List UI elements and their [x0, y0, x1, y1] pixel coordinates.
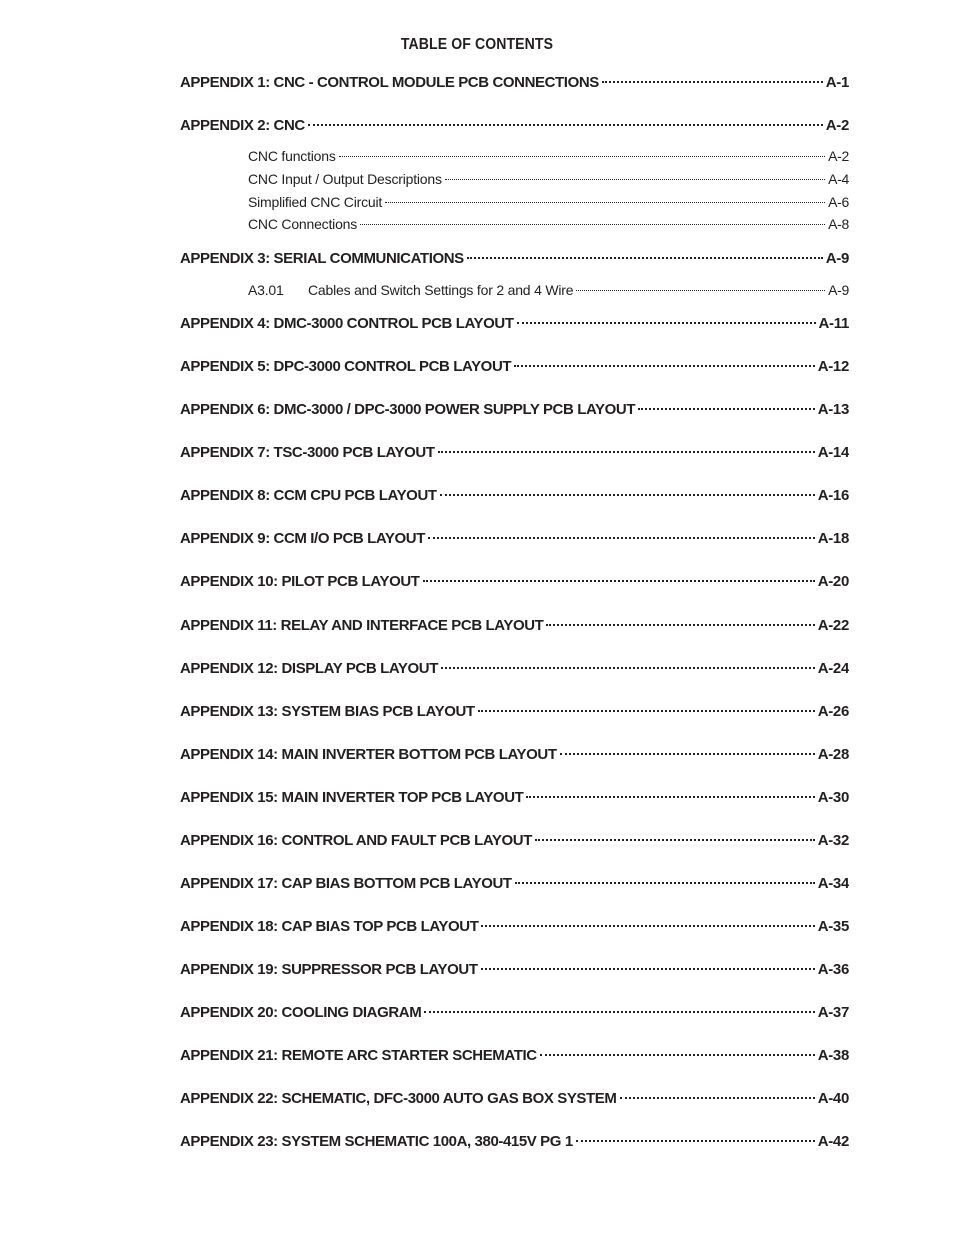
dot-leader: [560, 752, 815, 755]
dot-leader: [481, 967, 815, 970]
toc-entry-page: A-32: [817, 832, 849, 849]
toc-entry-label: APPENDIX 16: CONTROL AND FAULT PCB LAYOUT: [180, 832, 532, 849]
dot-leader: [517, 321, 816, 324]
toc-entry-appendix-5[interactable]: [180, 357, 849, 377]
toc-entry-label: APPENDIX 2: CNC: [180, 117, 305, 134]
toc-entry-appendix-21[interactable]: [180, 1046, 849, 1066]
toc-entry-page: A-11: [818, 315, 849, 332]
toc-entry-page: A-18: [817, 530, 849, 547]
toc-subentry-cnc-io[interactable]: [248, 170, 849, 189]
section-code: A3.01: [248, 282, 284, 298]
toc-entry-label: APPENDIX 3: SERIAL COMMUNICATIONS: [180, 250, 464, 267]
toc-entry-label: APPENDIX 19: SUPPRESSOR PCB LAYOUT: [180, 961, 478, 978]
toc-subentry-label: CNC functions: [248, 148, 336, 164]
dot-leader: [535, 838, 815, 841]
toc-entry-appendix-10[interactable]: [180, 572, 849, 592]
dot-leader: [339, 155, 825, 157]
toc-entry-appendix-8[interactable]: [180, 486, 849, 506]
dot-leader: [638, 407, 815, 410]
dot-leader: [514, 364, 815, 367]
toc-entry-label: APPENDIX 14: MAIN INVERTER BOTTOM PCB LAYOUT: [180, 746, 557, 763]
toc-subentry-cnc-functions[interactable]: [248, 147, 849, 166]
toc-entry-label: APPENDIX 21: REMOTE ARC STARTER SCHEMATIC: [180, 1047, 537, 1064]
toc-entry-page: A-20: [817, 573, 849, 590]
toc-entry-page: A-24: [817, 660, 849, 677]
toc-subentry-label: [248, 281, 573, 300]
dot-leader: [620, 1096, 815, 1099]
toc-entry-page: A-22: [817, 617, 849, 634]
dot-leader: [424, 1010, 814, 1013]
toc-subentry-page: A-2: [828, 148, 849, 164]
toc-entry-page: A-40: [817, 1090, 849, 1107]
toc-entry-page: A-30: [817, 789, 849, 806]
toc-entry-label: APPENDIX 23: SYSTEM SCHEMATIC 100A, 380-415V PG 1: [180, 1133, 573, 1150]
dot-leader: [467, 256, 823, 259]
dot-leader: [360, 223, 825, 225]
dot-leader: [428, 536, 815, 539]
toc-entry-appendix-18[interactable]: [180, 917, 849, 937]
toc-entry-appendix-11[interactable]: [180, 616, 849, 636]
toc-entry-appendix-6[interactable]: [180, 400, 849, 420]
dot-leader: [540, 1053, 815, 1056]
toc-entry-appendix-1[interactable]: [180, 73, 849, 93]
toc-entry-page: A-38: [817, 1047, 849, 1064]
toc-entry-page: A-26: [817, 703, 849, 720]
toc-entry-appendix-15[interactable]: [180, 788, 849, 808]
toc-subentry-page: A-8: [828, 216, 849, 232]
toc-entry-appendix-7[interactable]: [180, 443, 849, 463]
dot-leader: [438, 450, 815, 453]
dot-leader: [445, 178, 825, 180]
toc-entry-page: A-42: [817, 1133, 849, 1150]
toc-entry-label: APPENDIX 7: TSC-3000 PCB LAYOUT: [180, 444, 435, 461]
dot-leader: [546, 623, 814, 626]
toc-entry-appendix-23[interactable]: [180, 1132, 849, 1152]
toc-entry-appendix-14[interactable]: [180, 745, 849, 765]
toc-subentry-label: CNC Input / Output Descriptions: [248, 171, 442, 187]
toc-entry-label: APPENDIX 6: DMC-3000 / DPC-3000 POWER SUPPLY PCB LAYOUT: [180, 401, 636, 418]
toc-subentry-page: A-4: [828, 171, 849, 187]
dot-leader: [526, 795, 814, 798]
toc-entry-page: A-36: [817, 961, 849, 978]
toc-entry-page: A-35: [817, 918, 849, 935]
dot-leader: [440, 493, 815, 496]
toc-subentry-label: Simplified CNC Circuit: [248, 194, 383, 210]
toc-entry-label: APPENDIX 13: SYSTEM BIAS PCB LAYOUT: [180, 703, 475, 720]
toc-entry-appendix-17[interactable]: [180, 874, 849, 894]
toc-subentry-label: CNC Connections: [248, 216, 358, 232]
toc-entry-label: APPENDIX 4: DMC-3000 CONTROL PCB LAYOUT: [180, 315, 514, 332]
toc-entry-page: A-34: [817, 875, 849, 892]
toc-entry-label: APPENDIX 17: CAP BIAS BOTTOM PCB LAYOUT: [180, 875, 512, 892]
toc-entry-page: A-16: [817, 487, 849, 504]
toc-subentry-page: A-9: [828, 282, 849, 298]
dot-leader: [478, 709, 815, 712]
toc-entry-appendix-20[interactable]: [180, 1003, 849, 1023]
toc-entry-label: APPENDIX 12: DISPLAY PCB LAYOUT: [180, 660, 438, 677]
dot-leader: [441, 666, 815, 669]
dot-leader: [385, 201, 825, 203]
toc-entry-appendix-19[interactable]: [180, 960, 849, 980]
toc-subentry-cnc-circuit[interactable]: [248, 193, 849, 212]
toc-entry-page: A-2: [825, 117, 849, 134]
toc-subentry-serial-cables[interactable]: [248, 281, 849, 300]
dot-leader: [515, 881, 815, 884]
toc-entry-appendix-16[interactable]: [180, 831, 849, 851]
toc-entry-label: APPENDIX 8: CCM CPU PCB LAYOUT: [180, 487, 437, 504]
toc-entry-page: A-1: [825, 74, 849, 91]
toc-entry-appendix-9[interactable]: [180, 529, 849, 549]
toc-subentry-cnc-connections[interactable]: [248, 215, 849, 234]
dot-leader: [576, 289, 825, 291]
page-title: TABLE OF CONTENTS: [400, 36, 554, 53]
dot-leader: [423, 579, 815, 582]
toc-subentry-page: A-6: [828, 194, 849, 210]
section-title: Cables and Switch Settings for 2 and 4 Wire: [308, 282, 574, 298]
toc-entry-label: APPENDIX 20: COOLING DIAGRAM: [180, 1004, 422, 1021]
toc-entry-appendix-13[interactable]: [180, 702, 849, 722]
dot-leader: [308, 123, 823, 126]
toc-entry-label: APPENDIX 10: PILOT PCB LAYOUT: [180, 573, 420, 590]
toc-entry-appendix-2[interactable]: [180, 116, 849, 136]
toc-entry-page: A-9: [825, 250, 849, 267]
toc-entry-label: APPENDIX 5: DPC-3000 CONTROL PCB LAYOUT: [180, 358, 512, 375]
toc-entry-label: APPENDIX 1: CNC - CONTROL MODULE PCB CONNECTIONS: [180, 74, 599, 91]
toc-entry-appendix-12[interactable]: [180, 659, 849, 679]
toc-entry-appendix-4[interactable]: [180, 314, 849, 334]
toc-entry-label: APPENDIX 18: CAP BIAS TOP PCB LAYOUT: [180, 918, 479, 935]
toc-entry-appendix-22[interactable]: [180, 1089, 849, 1109]
toc-entry-label: APPENDIX 15: MAIN INVERTER TOP PCB LAYOUT: [180, 789, 524, 806]
toc-entry-label: APPENDIX 9: CCM I/O PCB LAYOUT: [180, 530, 425, 547]
toc-entry-page: A-12: [817, 358, 849, 375]
dot-leader: [602, 80, 823, 83]
toc-entry-label: APPENDIX 11: RELAY AND INTERFACE PCB LAYOUT: [180, 617, 544, 634]
toc-entry-label: APPENDIX 22: SCHEMATIC, DFC-3000 AUTO GAS BOX SYSTEM: [180, 1090, 617, 1107]
dot-leader: [576, 1139, 815, 1142]
dot-leader: [481, 924, 814, 927]
toc-entry-appendix-3[interactable]: [180, 249, 849, 269]
toc-entry-page: A-28: [817, 746, 849, 763]
toc-entry-page: A-14: [817, 444, 849, 461]
toc-entry-page: A-13: [817, 401, 849, 418]
toc-entry-page: A-37: [817, 1004, 849, 1021]
